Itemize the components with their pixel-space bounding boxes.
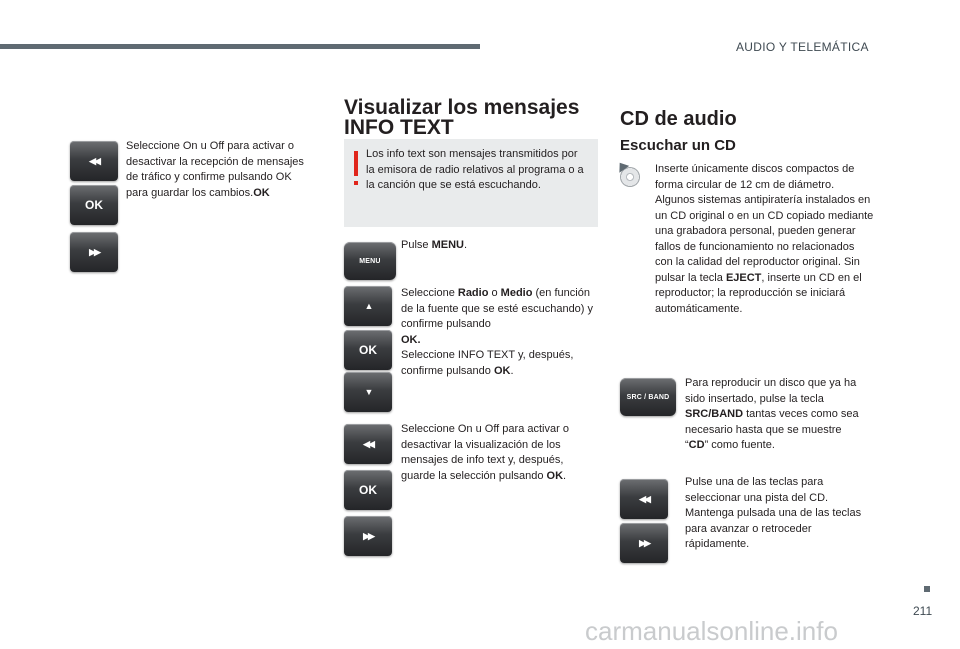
src-band-step-text: Para reproducir un disco que ya ha sido insertado, pulse la tecla SRC/BAND tantas veces como sea necesario hasta que se muestre “CD” como fuente. [685, 377, 859, 451]
cd-audio-title: CD de audio [620, 108, 737, 130]
cd-intro-text: Inserte únicamente discos compactos de forma circular de 12 cm de diámetro. Algunos sistemas antipiratería instalados en un CD original o en un CD copiado mediante una grabadora personal, pueden generar fallos de funcionamiento no relacionados con la calidad del reproductor original. Sin pulsar la tecla EJECT, inserte un CD en el reproductor; la reproducción se iniciará automáticamente. [655, 163, 874, 315]
warning-icon [354, 151, 358, 176]
track-select-text: Pulse una de las teclas para seleccionar una pista del CD. Mantenga pulsada una de las teclas para avanzar o retroceder rápidamente. [685, 476, 862, 550]
section-label: AUDIO Y TELEMÁTICA [736, 40, 869, 54]
header-rule [0, 44, 480, 49]
cd-icon [620, 167, 640, 187]
listen-cd-subtitle: Escuchar un CD [620, 137, 736, 154]
forward-key[interactable]: ▶▶ [620, 523, 668, 563]
info-text-toggle-text: Seleccione On u Off para activar o desactivar la visualización de los mensajes de info text y, después, guarde la selección pulsando OK. [401, 423, 569, 482]
ok-key[interactable]: OK [70, 185, 118, 225]
watermark: carmanualsonline.info [585, 616, 838, 646]
rewind-key[interactable]: ◀◀ [70, 141, 118, 181]
up-key[interactable]: ▲ [344, 286, 392, 326]
forward-key[interactable]: ▶▶ [70, 232, 118, 272]
src-band-key[interactable]: SRC / BAND [620, 378, 676, 416]
ok-key[interactable]: OK [344, 330, 392, 370]
rewind-key[interactable]: ◀◀ [344, 424, 392, 464]
page-number: 211 [913, 604, 933, 618]
forward-key[interactable]: ▶▶ [344, 516, 392, 556]
down-key[interactable]: ▼ [344, 372, 392, 412]
select-source-text: Seleccione Radio o Medio (en función de la fuente que se esté escuchando) y confirme pulsando OK. Seleccione INFO TEXT y, después, confirme pulsando OK. [401, 287, 594, 377]
info-note-text: Los info text son mensajes transmitidos por la emisora de radio relativos al programa o a la canción que se está escuchando. [366, 148, 584, 191]
page-marker [924, 586, 930, 592]
menu-key[interactable]: MENU [344, 242, 396, 280]
menu-step-text: Pulse MENU. [401, 239, 468, 251]
rewind-key[interactable]: ◀◀ [620, 479, 668, 519]
info-text-title: Visualizar los mensajes INFO TEXT [344, 96, 580, 139]
left-step-text: Seleccione On u Off para activar o desactivar la recepción de mensajes de tráfico y confirme pulsando OK para guardar los cambios.OK [126, 140, 304, 199]
ok-key[interactable]: OK [344, 470, 392, 510]
info-note [344, 139, 598, 227]
